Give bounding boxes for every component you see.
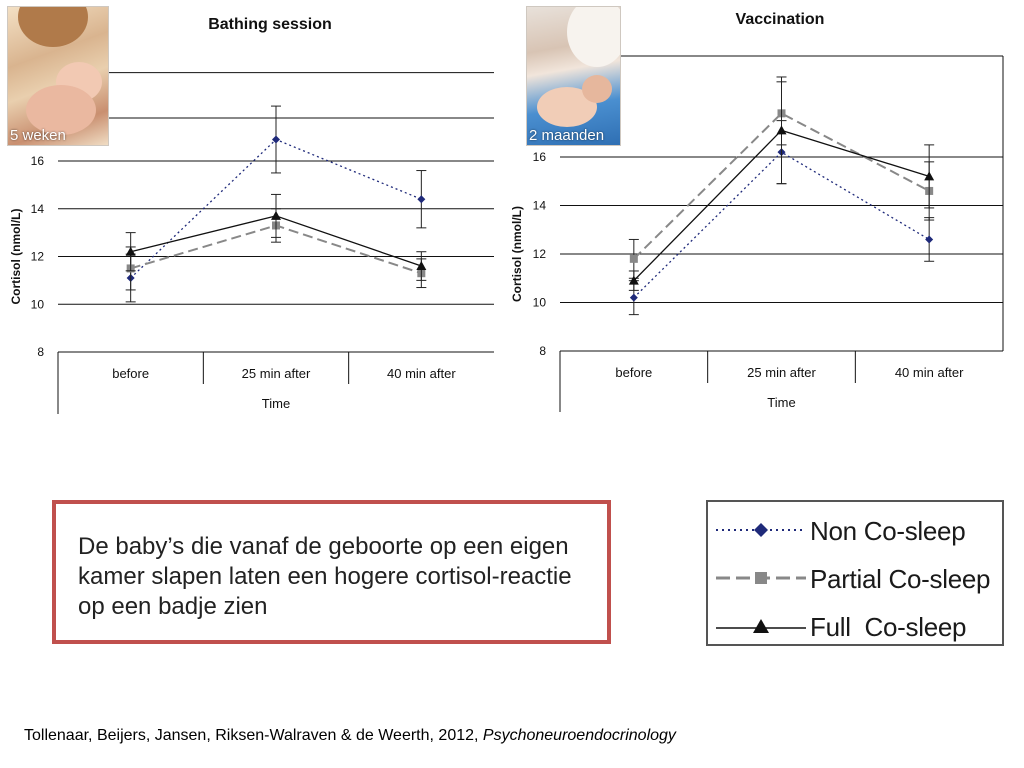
legend-item-non-co-sleep <box>714 510 1004 550</box>
triangle-marker-icon <box>714 606 810 646</box>
citation <box>24 727 676 745</box>
vaccination-ytick-label: 8 <box>539 344 546 358</box>
vaccination-category-label-40-min-after: 40 min after <box>894 365 964 380</box>
vaccination-baby-photo <box>526 6 621 146</box>
legend-label-partial-co-sleep: Partial Co-sleep <box>810 564 991 594</box>
citation-authors: Tollenaar, Beijers, Jansen, Riksen-Walraven & de Weerth, 2012, <box>24 727 483 744</box>
photo-caption-2-maanden: 2 maanden <box>529 127 605 144</box>
legend-label-non-co-sleep: Non Co-sleep <box>810 516 966 546</box>
photo-caption-5-weken: 5 weken <box>10 127 66 144</box>
bathing-ytick-label: 16 <box>30 154 44 168</box>
vaccination-category-label-25-min-after: 25 min after <box>747 365 816 380</box>
bathing-category-label-25-min-after: 25 min after <box>241 366 311 381</box>
vaccination-point-partial-co-sleep <box>630 255 638 263</box>
vaccination-point-full-co-sleep <box>777 125 787 134</box>
bathing-point-full-co-sleep <box>416 261 426 270</box>
vaccination-ytick-label: 10 <box>532 295 546 310</box>
citation-journal: Psychoneuroendocrinology <box>482 727 676 744</box>
chart-legend <box>706 500 1004 646</box>
diamond-marker-icon <box>714 510 810 550</box>
conclusion-callout <box>52 500 611 644</box>
vaccination-point-non-co-sleep <box>630 294 638 302</box>
square-marker-icon <box>714 558 810 598</box>
bathing-ytick-label: 10 <box>30 297 44 312</box>
bathing-category-label-before: before <box>112 366 150 381</box>
bathing-ytick-label: 14 <box>30 201 44 216</box>
vaccination-title: Vaccination <box>735 11 825 28</box>
vaccination-ytick-label: 16 <box>532 150 546 164</box>
vaccination-ytick-label: 14 <box>532 198 546 213</box>
bathing-category-label-40-min-after: 40 min after <box>387 366 456 381</box>
vaccination-ytick-label: 12 <box>532 247 546 261</box>
vaccination-category-label-before: before <box>615 365 653 380</box>
bathing-ytick-label: 12 <box>30 249 44 264</box>
conclusion-text: De baby’s die vanaf de geboorte op een eigen kamer slapen laten een hogere cortisol-reactie op een badje zien <box>78 533 572 620</box>
bathing-baby-photo <box>7 6 109 146</box>
vaccination-point-non-co-sleep <box>925 235 933 243</box>
bathing-xlabel: Time <box>261 396 291 411</box>
legend-label-full-co-sleep: Full Co-sleep <box>810 612 967 642</box>
legend-item-partial-co-sleep <box>714 558 1004 598</box>
vaccination-ylabel: Cortisol (nmol/L) <box>510 206 524 302</box>
vaccination-xlabel: Time <box>767 395 796 410</box>
bathing-point-full-co-sleep <box>271 211 281 220</box>
bathing-ylabel: Cortisol (nmol/L) <box>9 208 23 305</box>
bathing-ytick-label: 8 <box>37 345 44 359</box>
bathing-title: Bathing session <box>208 16 332 33</box>
bathing-point-non-co-sleep <box>417 195 425 203</box>
legend-item-full-co-sleep <box>714 606 1004 646</box>
